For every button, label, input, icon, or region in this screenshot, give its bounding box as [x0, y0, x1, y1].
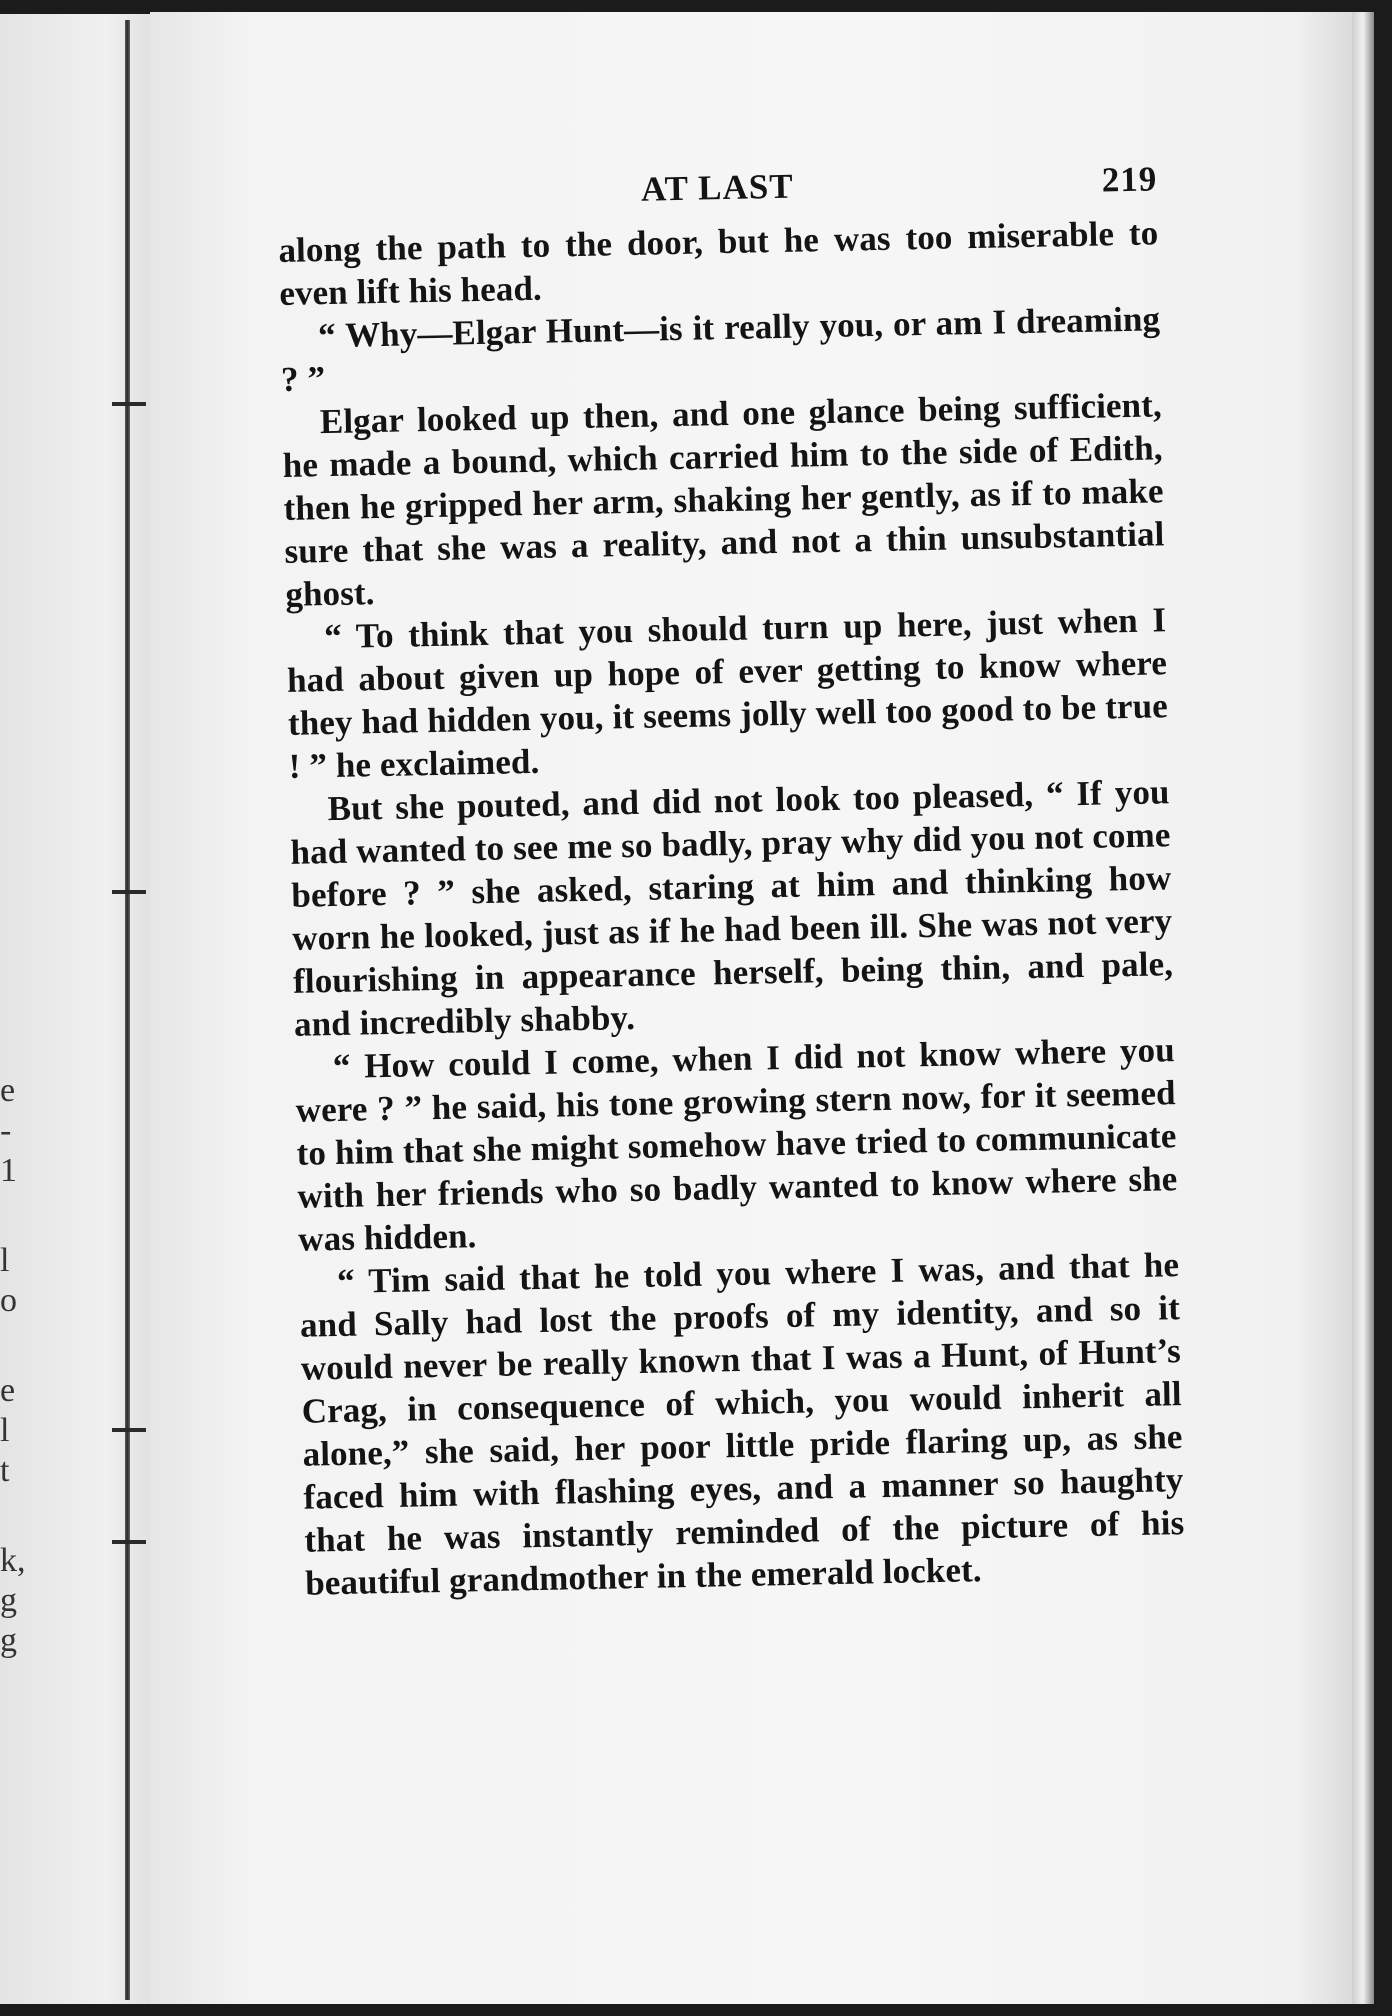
fragment: g: [0, 1582, 17, 1619]
fragment: o: [0, 1282, 17, 1319]
paragraph: “ Why—Elgar Hunt—is it really you, or am I dreaming ? ”: [280, 299, 1161, 399]
paragraph: “ How could I come, when I did not know where you were ? ” he said, his tone growing stern now, for it seemed to him that she might somehow have tried to communicate with her friends who so badly wanted to know where she was hidden.: [295, 1030, 1178, 1259]
page-text-block: [277, 159, 1185, 1604]
binding-thread-mark: [112, 890, 146, 894]
fragment: -: [0, 1112, 12, 1149]
fragment: l: [0, 1242, 10, 1279]
page-edge-shadow: [1352, 12, 1374, 2004]
fragment: e: [0, 1072, 16, 1109]
paragraph: “ To think that you should turn up here, just when I had about given up hope of ever getting to know where they had hidden you, it seems jolly well too good to be true ! ” he exclaimed.: [286, 600, 1169, 786]
body-text: [278, 211, 1185, 1604]
paragraph: But she pouted, and did not look too pleased, “ If you had wanted to see me so badly, pray why did you not come before ? ” she asked, staring at him and thinking how worn he looked, just as if he had been ill. She was not very flourishing in appearance herself, being thin, and pale, and incredibly shabby.: [290, 772, 1174, 1044]
paragraph: “ Tim said that he told you where I was, and that he and Sally had lost the proofs of my identity, and so it would never be really known that I was a Hunt, of Hunt’s Crag, in consequence of which, you would inherit all alone,” she said, her poor little pride flaring up, as she faced him with flashing eyes, and a manner so haughty that he was instantly reminded of the picture of his beautiful grandmother in the emerald locket.: [299, 1245, 1185, 1603]
fragment: t: [0, 1452, 10, 1489]
paragraph: along the path to the door, but he was too miserable to even lift his head.: [278, 213, 1159, 313]
paragraph: Elgar looked up then, and one glance being sufficient, he made a bound, which carried him to the side of Edith, then he gripped her arm, shaking her gently, as if to make sure that she was a reality, and not a thin unsubstantial ghost.: [282, 385, 1165, 614]
book-spine: [125, 20, 130, 2000]
book-page: [150, 12, 1355, 2004]
fragment: k,: [0, 1542, 26, 1579]
fragment: 1: [0, 1152, 17, 1189]
fragment: g: [0, 1622, 17, 1659]
previous-page-text-fragments: [0, 14, 24, 2004]
running-title: AT LAST: [640, 166, 794, 209]
binding-thread-mark: [112, 402, 146, 406]
binding-thread-mark: [112, 1540, 146, 1544]
fragment: e: [0, 1372, 16, 1409]
fragment: l: [0, 1412, 10, 1449]
page-number: 219: [1101, 159, 1158, 200]
binding-thread-mark: [112, 1428, 146, 1432]
